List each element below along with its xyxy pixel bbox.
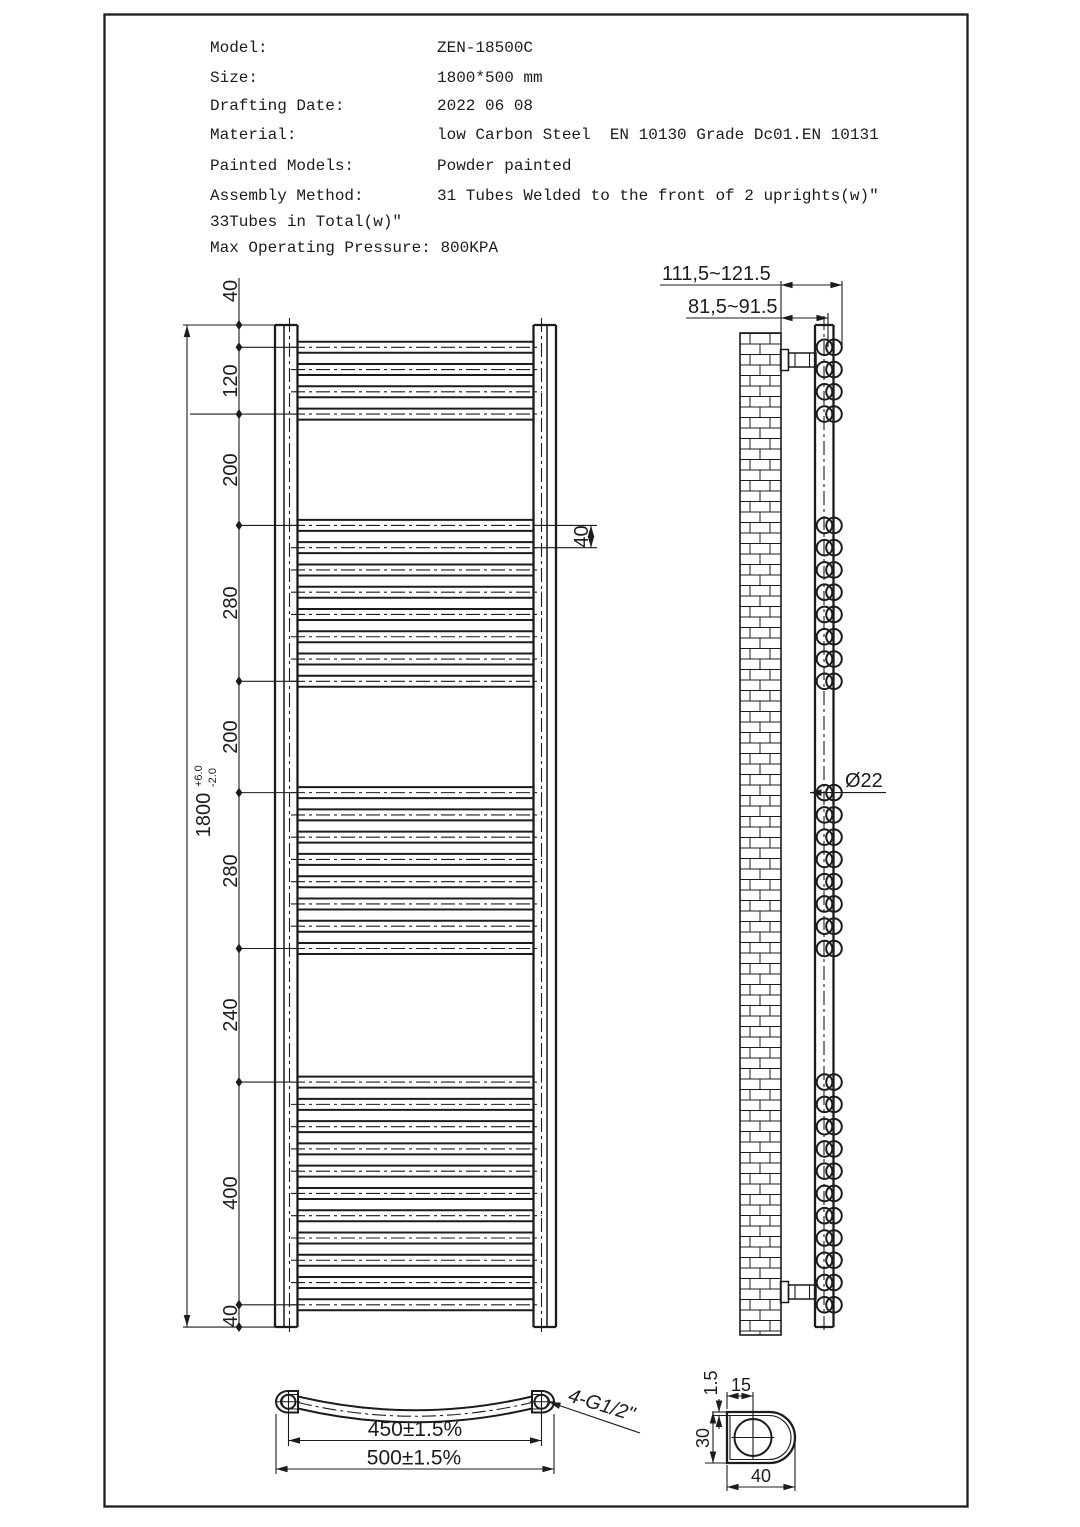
dimension-label: 200 (220, 453, 242, 487)
dimension-label: 40 (571, 525, 593, 548)
chain-arrow-mark (236, 1077, 243, 1087)
left-upright (275, 318, 298, 1334)
dimension-label: 15 (730, 1375, 752, 1395)
wall-bracket-bottom (781, 1282, 817, 1303)
dimension-label: 40 (750, 1466, 772, 1486)
tube-cross-sections (817, 339, 842, 1312)
chain-arrow-mark (236, 520, 243, 530)
wall-section (740, 333, 781, 1335)
dimension-label: 81,5~91.5 (688, 296, 778, 318)
dimension-hole-offset (727, 1375, 753, 1436)
dimension-label: 40 (220, 279, 242, 303)
dimension-label: 280 (220, 586, 242, 620)
callout-tube-diameter (810, 770, 886, 793)
dimension-label: 1800 (193, 792, 215, 838)
dimension-upright-centers (289, 1413, 542, 1446)
front-view (183, 278, 597, 1334)
chain-arrow-mark (236, 409, 243, 419)
dimension-tube-pitch (534, 525, 597, 547)
dimension-label: 111,5~121.5 (662, 263, 771, 285)
info-value: 1800*500 mm (437, 69, 543, 87)
dimension-label: 240 (220, 998, 242, 1032)
dimension-overall-height (187, 326, 219, 1327)
chain-arrow-mark (236, 944, 243, 954)
info-value: 2022 06 08 (437, 97, 534, 115)
chain-arrow-mark (236, 788, 243, 798)
plan-view (276, 1385, 640, 1474)
dimension-label: 200 (220, 720, 242, 754)
dimension-label: 40 (220, 1304, 242, 1328)
right-end-cap (530, 1391, 554, 1414)
info-value: 31 Tubes Welded to the front of 2 uprights(w)" (437, 187, 879, 205)
left-end-cap (276, 1391, 300, 1414)
dimension-label: 450±1.5% (367, 1418, 463, 1441)
chain-arrow-mark (236, 342, 243, 352)
info-label: Drafting Date: (210, 97, 345, 115)
info-value: ZEN-18500C (437, 39, 534, 57)
chain-arrow-mark (236, 320, 243, 330)
tube-array (291, 342, 542, 1311)
tolerance-minus: -2.0 (207, 768, 219, 787)
side-view (660, 263, 886, 1335)
info-label: Assembly Method: (210, 187, 364, 205)
dimension-label: 1.5 (701, 1370, 721, 1396)
wall-bracket-top (781, 350, 817, 371)
info-label: Painted Models: (210, 157, 355, 175)
right-upright (534, 318, 557, 1334)
dimension-label: 500±1.5% (366, 1446, 462, 1470)
upright-side-profile (815, 316, 834, 1334)
info-label: Model: (210, 39, 268, 57)
dimension-label: 280 (220, 854, 242, 888)
dimension-label: 120 (220, 364, 242, 398)
info-label: Material: (210, 126, 297, 144)
callout-thread (549, 1385, 640, 1433)
info-label: Size: (210, 69, 259, 87)
dimension-label: 4-G1/2" (565, 1384, 638, 1426)
dimension-profile-depth (693, 1412, 727, 1463)
tolerance-plus: +6.0 (193, 765, 205, 787)
profile-detail-view (693, 1370, 795, 1491)
info-value: Powder painted (437, 157, 572, 175)
info-assembly-note: 33Tubes in Total(w)" (210, 213, 403, 231)
info-pressure-line: Max Operating Pressure: 800KPA (210, 239, 499, 257)
chain-arrow-mark (236, 676, 243, 686)
dimension-label: Ø22 (845, 770, 883, 792)
info-block (210, 39, 879, 257)
dimension-label: 30 (693, 1427, 713, 1449)
info-value: low Carbon Steel EN 10130 Grade Dc01.EN 10131 (437, 126, 879, 144)
dimension-label: 400 (220, 1176, 242, 1210)
